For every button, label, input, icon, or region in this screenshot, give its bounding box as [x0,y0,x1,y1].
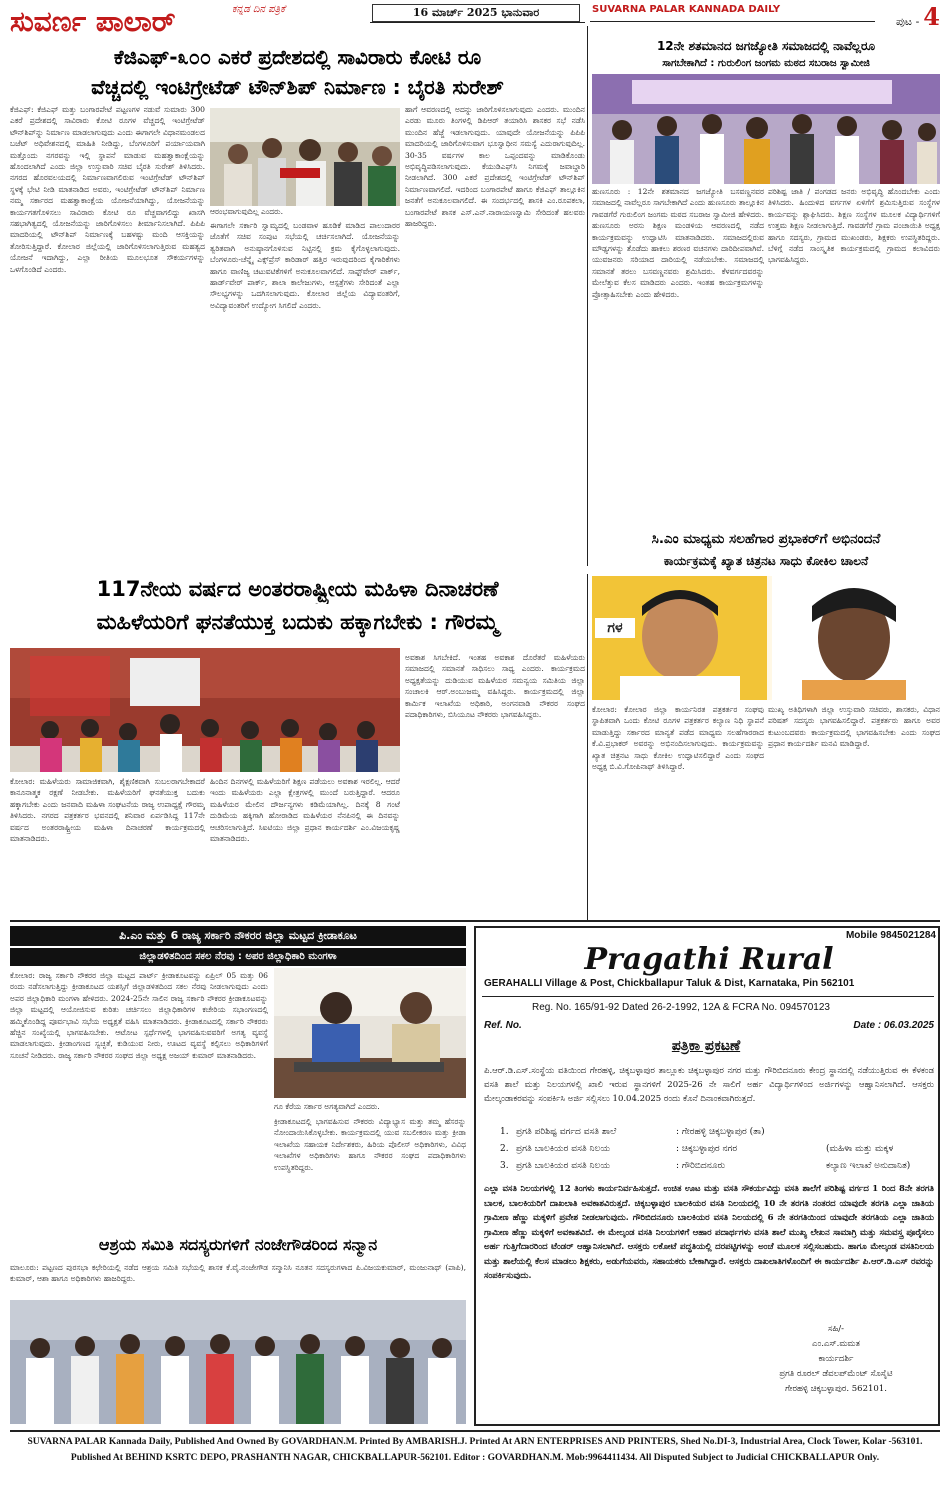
story3-column-2: ಮುಖ್ಯ ಅತಿಥಿಗಳಾಗಿ ಜಿಲ್ಲಾ ಉಸ್ತುವಾರಿ ಸಚಿವರು, ಶಾಸಕರು, ವಿಧಾನ ಪರಿಷತ್ ಸದಸ್ಯರು ಭಾಗವಹಿಸಲಿದ್ದಾರೆ. ಪತ್ರಕರ್ತರು ಹಾಗೂ ಅವರ ಕುಟುಂಬದವರು ಕಾರ್ಯಕ್ರಮದಲ್ಲಿ ಭಾಗವಹಿಸಬೇಕು ಎಂದು ಸಂಘದ ಪ್ರಧಾನ ಕಾರ್ಯದರ್ಶಿ ಮನವಿ ಮಾಡಿದ್ದಾರೆ. [768,705,940,749]
story5-column-2: ಕ್ರೀಡಾಕೂಟದಲ್ಲಿ ಭಾಗವಹಿಸುವ ನೌಕರರು ವಿದ್ಯಾಭ್ಯಾಸ ಮತ್ತು ತಮ್ಮ ಹೆಸರನ್ನು ನೋಂದಾಯಿಸಿಕೊಳ್ಳಬೇಕು. ಕಾರ್ಯಕ್ರಮದಲ್ಲಿ ಯುವ ಸಬಲೀಕರಣ ಮತ್ತು ಕ್ರೀಡಾ ಇಲಾಖೆಯ ಸಹಾಯಕ ನಿರ್ದೇಶಕರು, ಹಿರಿಯ ಪೊಲೀಸ್ ಅಧಿಕಾರಿಗಳು, ವಿವಿಧ ಇಲಾಖೆಗಳ ಅಧಿಕಾರಿಗಳು ಹಾಗೂ ನೌಕರರ ಸಂಘದ ಪದಾಧಿಕಾರಿಗಳು ಉಪಸ್ಥಿತರಿದ್ದರು. [274,1117,466,1172]
issue-date: 16 ಮಾರ್ಚ್ 2025 ಭಾನುವಾರ [372,4,580,22]
ad-item-place: : ಚಿಕ್ಕಬಳ್ಳಾಪುರ ನಗರ [676,1144,738,1154]
story6-photo-art [10,1300,466,1424]
story3-column-1: ಕೋಲಾರ: ಕೋಲಾರ ಜಿಲ್ಲಾ ಕಾರ್ಯನಿರತ ಪತ್ರಕರ್ತರ ಸಂಘವು ಸ್ಥಾಪಿತವಾಗಿ ಒಂದು ಕೋಟಿ ರೂಗಳ ಪತ್ರಕರ್ತರ ಕಲ್ಯಾಣ ನಿಧಿ ಸ್ಥಾಪನೆ ಮಾಡುತ್ತಿದ್ದು ಸರ್ಕಾರದ ಮಾನ್ಯತೆ ಪಡೆದ ಮಾಧ್ಯಮ ಸಲಹೆಗಾರರಾದ ಕೆ.ವಿ.ಪ್ರಭಾಕರ್ ಅವರನ್ನು ಅಭಿನಂದಿಸಲಾಗುವುದು. ಕಾರ್ಯಕ್ರಮವನ್ನು ಖ್ಯಾತ ಚಿತ್ರನಟ ಸಾಧು ಕೋಕಿಲ ಉದ್ಘಾಟಿಸಲಿದ್ದಾರೆ ಎಂದು ಸಂಘದ ಅಧ್ಯಕ್ಷ ಬಿ.ವಿ.ಗೋಪಿನಾಥ್ ತಿಳಿಸಿದ್ದಾರೆ. [592,705,764,772]
story5-headline-line1: ಪಿ.ಎಂ ಮತ್ತು 6 ರಾಜ್ಯ ಸರ್ಕಾರಿ ನೌಕರರ ಜಿಲ್ಲಾ ಮಟ್ಟದ ಕ್ರೀಡಾಕೂಟ [10,926,466,946]
story1-photo-art [210,108,400,206]
story2-headline: 12ನೇ ಶತಮಾನದ ಜಗಜ್ಯೋತಿ ಸಮಾಜದಲ್ಲಿ ನಾವೆಲ್ಲರೂ [656,39,876,53]
story1-column-1: ಕೆಜಿಎಫ್: ಕೆಜಿಎಫ್ ಮತ್ತು ಬಂಗಾರಪೇಟೆ ಪಟ್ಟಣಗಳ ನಡುವೆ ಸುಮಾರು 300 ಎಕರೆ ಪ್ರದೇಶದಲ್ಲಿ ಸಾವಿರಾರು ಕೋಟಿ ರೂಗಳ ವೆಚ್ಚದಲ್ಲಿ ಇಂಟಿಗ್ರೇಟೆಡ್ ಟೌನ್‌ಶಿಪ್‌ನ್ನು ನಿರ್ಮಾಣ ಮಾಡಲಾಗುವುದು ಎಂದು ಈಗಾಗಲೇ ವಿಧಾನಮಂಡಲದ ಬಜೆಟ್ ಅಧಿವೇಶನದಲ್ಲಿ ಮಾಹಿತಿ ನೀಡಿದ್ದು, ಬೆಂಗಳೂರಿಗೆ ಪರ್ಯಾಯವಾಗಿ ಮತ್ತೊಂದು ನಗರವನ್ನು ಇಲ್ಲಿ ಸ್ಥಾಪನೆ ಮಾಡುವ ಮಹತ್ವಾಕಾಂಕ್ಷೆಯನ್ನು ಹೊಂದಲಾಗಿದೆ ಎಂದು ಜಿಲ್ಲಾ ಉಸ್ತುವಾರಿ ಸಚಿವ ಬೈರತಿ ಸುರೇಶ್ ತಿಳಿಸಿದರು. ನಗರದ ಹೊರವಲಯದಲ್ಲಿ ನಿರ್ಮಾಣವಾಗಲಿರುವ ಇಂಟಿಗ್ರೇಟೆಡ್ ಟೌನ್‌ಶಿಪ್ ಸ್ಥಳಕ್ಕೆ ಭೇಟಿ ನೀಡಿ ಮಾತನಾಡಿದ ಅವರು, ಇಂಟಿಗ್ರೇಟೆಡ್ ಟೌನ್‌ಶಿಪ್ ನಿರ್ಮಾಣ ನಮ್ಮ ಸರ್ಕಾರದ ಮಹತ್ವಾಕಾಂಕ್ಷೆಯ ಯೋಜನೆಯಾಗಿದ್ದು, ಯೋಜನೆಯನ್ನು ಕಾರ್ಯಗತಗೊಳಿಸಲು ಸಾವಿರಾರು ಕೋಟಿ ರೂ ವೆಚ್ಚವಾಗಲಿದ್ದು ಖಾಸಗಿ ಸಹಭಾಗಿತ್ವದಲ್ಲಿ ಯೋಜನೆಯನ್ನು ಜಾರಿಗೊಳಿಸಲು ತೀರ್ಮಾನಿಸಲಾಗಿದೆ. ಪಿಪಿಪಿ ಮಾದರಿಯಲ್ಲಿ ಟೌನ್‌ಶಿಪ್ ನಿರ್ಮಾಣಕ್ಕೆ ಬಹಳಷ್ಟು ಮಂದಿ ಆಸಕ್ತಿಯನ್ನು ತೋರಿಸುತ್ತಿದ್ದಾರೆ. ಕೋಲಾರ ಜಿಲ್ಲೆಯಲ್ಲಿ ಜಾರಿಗೊಳಿಸಲಾಗುತ್ತಿರುವ ಮಹತ್ವದ ಯೋಜನೆ ಇದಾಗಿದ್ದು, ಎಲ್ಲಾ ರೀತಿಯ ಮೂಲಭೂತ ಸೌಕರ್ಯಗಳನ್ನು ಒಳಗೊಂಡಿದೆ ಎಂದರು. [10,105,205,274]
story3-subhead: ಕಾರ್ಯಕ್ರಮಕ್ಕೆ ಖ್ಯಾತ ಚಿತ್ರನಟ ಸಾಧು ಕೋಕಿಲ ಚಾಲನೆ [663,554,869,568]
ad-details: ಎಲ್ಲಾ ವಸತಿ ನಿಲಯಗಳಲ್ಲಿ 12 ತಿಂಗಳು ಕಾರ್ಯನಿರ್ವಹಿಸುತ್ತದೆ. ಉಚಿತ ಊಟ ಮತ್ತು ವಸತಿ ಸೌಕರ್ಯವಿದ್ದು ವಸತಿ ಶಾಲೆಗೆ ಪರಿಶಿಷ್ಟ ವರ್ಗದ 1 ರಿಂದ 8ನೇ ತರಗತಿ ಬಾಲಕ, ಬಾಲಕಿಯರಿಗೆ ದಾಖಲಾತಿ ಅವಕಾಶವಿರುತ್ತದೆ. ಚಿಕ್ಕಬಳ್ಳಾಪುರ ಬಾಲಕಿಯರ ವಸತಿ ನಿಲಯದಲ್ಲಿ 10 ನೇ ತರಗತಿ ನಂತರದ ಯಾವುದೇ ತರಗತಿ ಎಲ್ಲಾ ಜಾತಿಯ ಗ್ರಾಮೀಣ ಹೆಣ್ಣು ಮಕ್ಕಳಿಗೆ ಪ್ರವೇಶ ನೀಡಲಾಗುವುದು. ಗೌರಿಬಿದನೂರು ಬಾಲಕಿಯರ ವಸತಿ ನಿಲಯದಲ್ಲಿ 6 ನೇ ತರಗತಿಯಿಂದ ಯಾವುದೇ ತರಗತಿಯ ಎಲ್ಲಾ ಜಾತಿಯ ಗ್ರಾಮೀಣ ಹೆಣ್ಣು ಮಕ್ಕಳಿಗೆ ಅವಕಾಶವಿದೆ. ಈ ಮೇಲ್ಕಂಡ ವಸತಿ ನಿಲಯಗಳಿಗೆ ಆಹಾರ ಪದಾರ್ಥಗಳು ವಸತಿ ಶಾಲೆ ಮುಖ್ಯ ಲೇಖನ ಸಾಮಾಗ್ರಿ ಮತ್ತು ಸಮವಸ್ತ್ರ ಪೂರೈಸಲು ಅರ್ಹ ಗುತ್ತಿಗೆದಾರರಿಂದ ಟೆಂಡರ್ ಆಹ್ವಾನಿಸಲಾಗಿದೆ. ಆಸಕ್ತರು ಲಕೋಟೆ ಪದ್ಧತಿಯಲ್ಲಿ ದರಪಟ್ಟಿಗಳನ್ನು ಅಂಚೆ ಮೂಲಕ ಸಲ್ಲಿಸಬಹುದು. ಹಾಗೂ ಮೇಲ್ಕಂಡ ವಸತಿನಿಲಯ ಮತ್ತು ಶಾಲೆಯಲ್ಲಿ ಕೆಲಸ ಮಾಡಲು ಶಿಕ್ಷಕರು, ಅಡುಗೆಯವರು, ಸಹಾಯಕರು ಬೇಕಾಗಿದ್ದಾರೆ. ಆಸಕ್ತರು ದಾಖಲಾತಿಗಳೊಂದಿಗೆ ಈ ಕಾರ್ಯದರ್ಶಿ ಪಿ.ಆರ್.ಡಿ.ಎಸ್ ರವರನ್ನು ಸಂಪರ್ಕಿಸುವುದು. [484,1184,934,1281]
story4-headline-line1: 117ನೇಯ ವರ್ಷದ ಅಂತರರಾಷ್ಟ್ರೀಯ ಮಹಿಳಾ ದಿನಾಚರಣೆ [96,577,499,601]
story2-photo [592,74,940,184]
story4-column-3: ಅವಕಾಶ ಸಿಗಬೇಕಿದೆ. ಇಂತಹ ಅವಕಾಶ ದೊರೆತರೆ ಮಹಿಳೆಯರು ಸಮಾಜದಲ್ಲಿ ಸಮಾನತೆ ಸಾಧಿಸಲು ಸಾಧ್ಯ ಎಂದರು. ಕಾರ್ಯಕ್ರಮದ ಅಧ್ಯಕ್ಷತೆಯನ್ನು ದುಡಿಯುವ ಮಹಿಳೆಯರ ಸಮನ್ವಯ ಸಮಿತಿಯ ಜಿಲ್ಲಾ ಸಂಚಾಲಕಿ ಆರ್.ಅಂಬುಜಮ್ಮ ವಹಿಸಿದ್ದರು. ಕಾರ್ಯಕ್ರಮದಲ್ಲಿ ಜಿಲ್ಲಾ ಕಾರ್ಮಿಕ ಇಲಾಖೆಯ ಅಧಿಕಾರಿ, ಅಂಗನವಾಡಿ ನೌಕರರ ಸಂಘದ ಪದಾಧಿಕಾರಿಗಳು, ಬಿಸಿಯೂಟ ನೌಕರರು ಭಾಗವಹಿಸಿದ್ದರು. [405,653,585,720]
story5-photo [274,968,466,1098]
ad-mobile: Mobile 9845021284 [845,930,936,941]
ad-intro: ಪಿ.ಆರ್.ಡಿ.ಎಸ್.ಸಂಸ್ಥೆಯ ವತಿಯಿಂದ ಗೇರಹಳ್ಳಿ, ಚಿಕ್ಕಬಳ್ಳಾಪುರ ತಾಲ್ಲೂಕು ಚಿಕ್ಕಬಳ್ಳಾಪುರ ನಗರ ಮತ್ತು ಗೌರಿಬಿದನೂರು ಕೇಂದ್ರ ಸ್ಥಾನದಲ್ಲಿ ನಡೆಯುತ್ತಿರುವ ಈ ಕೆಳಕಂಡ ವಸತಿ ಶಾಲೆ ಮತ್ತು ನಿಲಯಗಳಲ್ಲಿ ಖಾಲಿ ಇರುವ ಸ್ಥಾನಗಳಿಗೆ 2025-26 ನೇ ಸಾಲಿಗೆ ಅರ್ಹ ವಿದ್ಯಾರ್ಥಿಗಳಿಂದ ಅರ್ಜಿಗಳನ್ನು ಆಹ್ವಾನಿಸಲಾಗಿದೆ. ಆಸಕ್ತರು ಮೇಲ್ಕಂಡಾಕರವನ್ನು ಸಂಪರ್ಕಿಸಿ ಅರ್ಜಿ ಸಲ್ಲಿಸಲು 10.04.2025 ರಂದು ಕೊನೆ ದಿನಾಂಕವಾಗಿರುತ್ತದೆ. [484,1066,934,1104]
ad-org-name: Pragathi Rural [584,942,834,977]
paper-english-name: SUVARNA PALAR KANNADA DAILY [592,4,781,15]
ad-item-name: ಪ್ರಗತಿ ಬಾಲಕಿಯರ ವಸತಿ ನಿಲಯ [516,1144,610,1154]
story5-photo-art [274,968,466,1098]
story3-photo [592,576,940,700]
story5-column-1: ಕೋಲಾರ: ರಾಜ್ಯ ಸರ್ಕಾರಿ ನೌಕರರ ಜಿಲ್ಲಾ ಮಟ್ಟದ ಪಾರ್ಟ್ ಕ್ರೀಡಾಕೂಟವನ್ನು ಏಪ್ರಿಲ್ 05 ಮತ್ತು 06 ರಂದು ನಡೆಸಲಾಗುತ್ತಿದ್ದು ಕ್ರೀಡಾಕೂಟದ ಯಶಸ್ಸಿಗೆ ಜಿಲ್ಲಾಡಳಿತದಿಂದ ಸಕಲ ನೆರವು ನೀಡಲಾಗುವುದು ಎಂದು ಅಪರ ಜಿಲ್ಲಾಧಿಕಾರಿ ಮಂಗಳಾ ಹೇಳಿದರು. 2024-25ನೇ ಸಾಲಿನ ರಾಜ್ಯ ಸರ್ಕಾರಿ ನೌಕರರ ಕ್ರೀಡಾಕೂಟವನ್ನು ಜಿಲ್ಲಾ ಮಟ್ಟದಲ್ಲಿ ಆಯೋಜಿಸುವ ಕುರಿತು ಚರ್ಚಿಸಲು ಜಿಲ್ಲಾಧಿಕಾರಿಗಳ ಕಚೇರಿಯ ಸಭಾಂಗಣದಲ್ಲಿ ಹಮ್ಮಿಕೊಂಡಿದ್ದ ಪೂರ್ವಭಾವಿ ಸಭೆಯ ಅಧ್ಯಕ್ಷತೆ ವಹಿಸಿ ಮಾತನಾಡಿದರು. ಕ್ರೀಡಾಕೂಟದಲ್ಲಿ ಸರ್ಕಾರಿ ನೌಕರರು ಹೆಚ್ಚಿನ ಸಂಖ್ಯೆಯಲ್ಲಿ ಭಾಗವಹಿಸಬೇಕು. ಆಟೋಟ ಸ್ಪರ್ಧೆಗಳಲ್ಲಿ ಭಾಗವಹಿಸುವವರಿಗೆ ಅಗತ್ಯ ವ್ಯವಸ್ಥೆ ಮಾಡಲಾಗುವುದು. ಕ್ರೀಡಾಂಗಣದ ಸ್ವಚ್ಛತೆ, ಕುಡಿಯುವ ನೀರು, ಊಟದ ವ್ಯವಸ್ಥೆ ಕಲ್ಪಿಸಲು ಅಧಿಕಾರಿಗಳಿಗೆ ಸೂಚನೆ ನೀಡಿದರು. ರಾಜ್ಯ ಸರ್ಕಾರಿ ನೌಕರರ ಸಂಘದ ಜಿಲ್ಲಾ ಅಧ್ಯಕ್ಷ ಅಜಯ್ ಕುಮಾರ್ ಮಾತನಾಡಿದರು. [10,971,268,1060]
footer-line-2: Published At BEHIND KSRTC DEPO, PRASHANTH NAGAR, CHICKBALLAPUR-562101. Editor : GOVARDHAN.M. Mob:9964411434. All Disputed Subject to Judicial CHICKBALLAPUR Only. [70,1453,880,1463]
ad-item-num: 2. [500,1144,509,1154]
story1-photo [210,108,400,206]
story3-headline: ಸಿ.ಎಂ ಮಾಧ್ಯಮ ಸಲಹೆಗಾರ ಪ್ರಭಾಕರ್‌ಗೆ ಅಭಿನಂದನೆ [651,531,881,547]
ad-list-item [500,1141,930,1157]
story1-headline-line2: ವೆಚ್ಚದಲ್ಲಿ ಇಂಟಿಗ್ರೇಟೆಡ್ ಟೌನ್‌ಶಿಪ್ ನಿರ್ಮಾಣ : ಬೈರತಿ ಸುರೇಶ್ [91,75,504,99]
footer-line-1: SUVARNA PALAR Kannada Daily, Published And Owned By GOVARDHAN.M. Printed By AMBARISH.J. Printed At ARN ENTERPRISES AND PRINTERS, Shed No.DI-3, Industrial Area, Clock Tower, Kolar -563101. [27,1437,923,1447]
column-divider-top [587,26,588,566]
ad-item-num: 3. [500,1161,509,1171]
story5-photo-caption: ಗೂ ಕೆರೆಯ ಸರ್ಕಾರ ಅಗತ್ಯವಾಗಿದೆ ಎಂದರು. [274,1102,380,1111]
story2-photo-art [592,74,940,184]
ad-sign-address: ಗೇರಹಳ್ಳಿ ಚಿಕ್ಕಬಳ್ಳಾಪುರ. 562101. [785,1384,887,1394]
pragathi-advertisement [474,926,940,1426]
footer-divider [10,1430,940,1432]
ad-registration: Reg. No. 165/91-92 Dated 26-2-1992, 12A & FCRA No. 094570123 [532,1002,830,1013]
masthead-tagline: ಕನ್ನಡ ದಿನ ಪತ್ರಿಕೆ [232,4,286,15]
ad-signature-block [736,1322,936,1422]
ad-list-item [500,1124,930,1140]
horizontal-divider [10,920,940,922]
ad-sign-line: ಸಹಿ/- [827,1324,845,1334]
story4-photo-art [10,648,400,772]
masthead-underline [370,22,585,23]
ad-item-num: 1. [500,1127,509,1137]
ad-date: Date : 06.03.2025 [853,1020,934,1031]
column-divider-mid [587,574,588,920]
ad-item-note: (ಮಹಿಳಾ ಮತ್ತು ಮಕ್ಕಳ [826,1144,894,1154]
story3-photo-art [592,576,940,700]
ad-divider-1 [482,996,934,997]
ad-item-name: ಪ್ರಗತಿ ಪರಿಶಿಷ್ಟ ವರ್ಗದ ವಸತಿ ಶಾಲೆ [516,1127,617,1137]
story5-headline-line2: ಜಿಲ್ಲಾಡಳಿತದಿಂದ ಸಕಲ ನೆರವು : ಅಪರ ಜಿಲ್ಲಾಧಿಕಾರಿ ಮಂಗಳಾ [10,948,466,966]
ad-item-place: : ಗೇರಹಳ್ಳಿ ಚಿಕ್ಕಬಳ್ಳಾಪುರ (ತಾ) [676,1127,765,1137]
story2-column-2: ಪರಿಶಿಷ್ಟ ಜಾತಿ / ಪಂಗಡದ ಜನರು ಅಭಿವೃದ್ಧಿ ಹೊಂದಬೇಕು ಎಂದು ತಿಳಿಸಿದರು. ಹಿಂದುಳಿದ ವರ್ಗಗಳ ಏಳಿಗೆಗೆ ಶ್ರಮಿಸುತ್ತಿರುವ ಸಂಸ್ಥೆಗಳ ಕಾರ್ಯವನ್ನು ಶ್ಲಾಘಿಸಿದರು. ಶಿಕ್ಷಣ ಸಂಸ್ಥೆಗಳ ಮೂಲಕ ವಿದ್ಯಾರ್ಥಿಗಳಿಗೆ ಉತ್ತಮ ಶಿಕ್ಷಣ ನೀಡಲಾಗುತ್ತಿದೆ. ಗಾವಡಗೆರೆ ಗ್ರಾಮ ಪಂಚಾಯಿತಿ ಅಧ್ಯಕ್ಷ ಹಾಗೂ ಸದಸ್ಯರು, ಗ್ರಾಮದ ಮುಖಂಡರು, ಶಿಕ್ಷಕರು ಉಪಸ್ಥಿತರಿದ್ದರು. ಬೆಳಿಗ್ಗೆ ನಡೆದ ಸಾಂಸ್ಕೃತಿಕ ಕಾರ್ಯಕ್ರಮದಲ್ಲಿ ಗ್ರಾಮದ ಕಲಾವಿದರು ಭಾಗವಹಿಸಿದ್ದರು. [768,187,940,265]
masthead-title: ಸುವರ್ಣ ಪಾಲಾರ್ [10,5,176,38]
ad-item-place: : ಗೌರಿಬಿದನೂರು [676,1161,726,1171]
story1-headline-line1: ಕೆಜಿಎಫ್-೩೦೦ ಎಕರೆ ಪ್ರದೇಶದಲ್ಲಿ ಸಾವಿರಾರು ಕೋಟಿ ರೂ [113,45,482,69]
ad-address: GERAHALLI Village & Post, Chickballapur Taluk & Dist, Karnataka, Pin 562101 [484,978,855,989]
story2-subhead: ಸಾಗಬೇಕಾಗಿದೆ : ಗುರುಲಿಂಗ ಜಂಗಮ ಮಠದ ಸಬರಾಜ ಸ್ವಾಮೀಜಿ [662,58,870,69]
story1-photo-caption: ಆರಂಭವಾಗುವುದಿಲ್ಲ ಎಂದರು. [210,207,283,216]
story2-column-1: ಹುಣಸೂರು : 12ನೇ ಶತಮಾನದ ಜಗಜ್ಯೋತಿ ಬಸವಣ್ಣನವರ ಸಮಾಜದಲ್ಲಿ ನಾವೆಲ್ಲರೂ ಸಾಗಬೇಕಾಗಿದೆ ಎಂದು ಹುಣಸೂರು ತಾಲ್ಲೂಕಿನ ಗಾವಡಗೆರೆ ಗುರುಲಿಂಗ ಜಂಗಮ ಮಠದ ಸಬರಾಜ ಸ್ವಾಮೀಜಿ ಹೇಳಿದರು. ಹುಣಸೂರು ಅರಸು ಶಿಕ್ಷಣ ಮಂಡಳಿಯ ಆವರಣದಲ್ಲಿ ನಡೆದ ಕಾರ್ಯಕ್ರಮವನ್ನು ಉದ್ಘಾಟಿಸಿ ಮಾತನಾಡಿದರು. ಸಮಾಜದಲ್ಲಿರುವ ಮೌಢ್ಯಗಳನ್ನು ತೊಡೆದು ಹಾಕಲು ಶರಣರ ವಚನಗಳು ದಾರಿದೀಪವಾಗಿವೆ. ಯುವಜನರು ಸರಿಯಾದ ದಾರಿಯಲ್ಲಿ ನಡೆಯಬೇಕು. ಸಮಾಜದಲ್ಲಿ ಸಮಾನತೆ ತರಲು ಬಸವಣ್ಣನವರು ಶ್ರಮಿಸಿದರು. ಕೆಳವರ್ಗದವರನ್ನು ಮೇಲೆತ್ತುವ ಕೆಲಸ ಮಾಡಿದರು ಎಂದರು. ಇಂತಹ ಕಾರ್ಯಕ್ರಮಗಳನ್ನು ಪ್ರೋತ್ಸಾಹಿಸಬೇಕು ಎಂದು ಹೇಳಿದರು. [592,187,764,299]
story1-column-3: ಹಾಗೆ ಆವರಣದಲ್ಲಿ ಅದನ್ನು ಜಾರಿಗೊಳಿಸಲಾಗುವುದು ಎಂದರು. ಮುಂದಿನ ಎರಡು ಮೂರು ತಿಂಗಳಲ್ಲಿ ಡಿಪಿಆರ್ ತಯಾರಿಸಿ ಶಾಸಕರ ಸಭೆ ನಡೆಸಿ ಮುಂದಿನ ಹೆಜ್ಜೆ ಇಡಲಾಗುವುದು. ಯಾವುದೇ ಯೋಜನೆಯನ್ನು ಪಿಪಿಪಿ ಮಾದರಿಯಲ್ಲಿ ಜಾರಿಗೊಳಿಸುವಾಗ ಭೂಸ್ವಾಧೀನ ಸಮಸ್ಯೆ ಎದುರಾಗುವುದಿಲ್ಲ. 30-35 ವರ್ಷಗಳ ಕಾಲ ಒಪ್ಪಂದವನ್ನು ಮಾಡಿಕೊಂಡು ಅಭಿವೃದ್ಧಿಪಡಿಸಲಾಗುವುದು. ಕೆಯುಡಿಎಫ್‌ಸಿ ನಿಗಮಕ್ಕೆ ಜವಾಬ್ದಾರಿ ನೀಡಲಾಗಿದೆ. 300 ಎಕರೆ ಪ್ರದೇಶದಲ್ಲಿ ಇಂಟಿಗ್ರೇಟೆಡ್ ಟೌನ್‌ಶಿಪ್ ನಿರ್ಮಾಣವಾಗಲಿದೆ. ಇದರಿಂದ ಬಂಗಾರಪೇಟೆ ಹಾಗೂ ಕೆಜಿಎಫ್ ತಾಲ್ಲೂಕಿನ ಜನತೆಗೆ ಅನುಕೂಲವಾಗಲಿದೆ. ಈ ಸಂದರ್ಭದಲ್ಲಿ ಶಾಸಕಿ ಎಂ.ರೂಪಕಲಾ, ಬಂಗಾರಪೇಟೆ ಶಾಸಕ ಎಸ್.ಎನ್.ನಾರಾಯಣಸ್ವಾಮಿ ಸೇರಿದಂತೆ ಹಲವರು ಹಾಜರಿದ್ದರು. [405,105,585,229]
ad-list-item [500,1158,930,1174]
page-number-box [880,2,940,32]
ad-sign-org: ಪ್ರಗತಿ ರೂರಲ್ ಡೆವಲಪ್‌ಮೆಂಟ್ ಸೊಸೈಟಿ [779,1369,893,1379]
story1-column-2: ಈಗಾಗಲೇ ಸರ್ಕಾರಿ ಸ್ವಾಮ್ಯದಲ್ಲಿ ಬಂಡವಾಳ ಹೂಡಿಕೆ ಮಾಡಿದ ಪಾಲುದಾರರ ಜೊತೆಗೆ ಸಚಿವ ಸಂಪುಟ ಸಭೆಯಲ್ಲಿ ಚರ್ಚಿಸಲಾಗಿದೆ. ಯೋಜನೆಯನ್ನು ತ್ವರಿತವಾಗಿ ಅನುಷ್ಠಾನಗೊಳಿಸುವ ನಿಟ್ಟಿನಲ್ಲಿ ಕ್ರಮ ಕೈಗೊಳ್ಳಲಾಗುವುದು. ಬೆಂಗಳೂರು-ಚೆನ್ನೈ ಎಕ್ಸ್‌ಪ್ರೆಸ್ ಕಾರಿಡಾರ್ ಹತ್ತಿರ ಇರುವುದರಿಂದ ಕೈಗಾರಿಕೆಗಳು ಹಾಗೂ ವಾಣಿಜ್ಯ ಚಟುವಟಿಕೆಗಳಿಗೆ ಅನುಕೂಲವಾಗಲಿದೆ. ಸಾಫ್ಟ್‌ವೇರ್ ಪಾರ್ಕ್, ಹಾರ್ಡ್‌ವೇರ್ ಪಾರ್ಕ್, ಶಾಲಾ ಕಾಲೇಜುಗಳು, ಆಸ್ಪತ್ರೆಗಳು ಸೇರಿದಂತೆ ಎಲ್ಲಾ ಸೌಲಭ್ಯಗಳನ್ನು ಒದಗಿಸಲಾಗುವುದು. ಕೋಲಾರ ಜಿಲ್ಲೆಯ ವಿದ್ಯಾವಂತರಿಗೆ, ಅವಿದ್ಯಾವಂತರಿಗೆ ಉದ್ಯೋಗ ಸಿಗಲಿದೆ ಎಂದರು. [210,221,400,310]
ad-ref-no: Ref. No. [484,1020,522,1031]
ad-notice-title: ಪತ್ರಿಕಾ ಪ್ರಕಟಣೆ [671,1038,741,1054]
page-number: 4 [923,2,940,31]
page-label: ಪುಟ - [895,15,920,28]
ad-sign-name: ಎಂ.ಎಸ್.ಮಮತ [811,1339,861,1349]
story4-photo [10,648,400,772]
story4-column-1: ಕೋಲಾರ: ಮಹಿಳೆಯರು ಸಾಮಾಜಿಕವಾಗಿ, ಶೈಕ್ಷಣಿಕವಾಗಿ ಸುಬಲರಾಗಬೇಕಾದರೆ ಕಾನೂನಾತ್ಮಕ ರಕ್ಷಣೆ ನೀಡಬೇಕು. ಮಹಿಳೆಯರಿಗೆ ಘನತೆಯುಕ್ತ ಬದುಕು ಹಕ್ಕಾಗಬೇಕು ಎಂದು ಜನವಾದಿ ಮಹಿಳಾ ಸಂಘಟನೆಯ ರಾಜ್ಯ ಉಪಾಧ್ಯಕ್ಷೆ ಗೌರಮ್ಮ ತಿಳಿಸಿದರು. ನಗರದ ಪತ್ರಕರ್ತರ ಭವನದಲ್ಲಿ ಶನಿವಾರ ಏರ್ಪಡಿಸಿದ್ದ 117ನೇ ವರ್ಷದ ಅಂತರರಾಷ್ಟ್ರೀಯ ಮಹಿಳಾ ದಿನಾಚರಣೆ ಕಾರ್ಯಕ್ರಮದಲ್ಲಿ ಮಾತನಾಡಿದರು. [10,777,205,844]
story6-headline: ಆಶ್ರಯ ಸಮಿತಿ ಸದಸ್ಯರುಗಳಿಗೆ ನಂಜೇಗೌಡರಿಂದ ಸನ್ಮಾನ [98,1235,378,1254]
story3-photo-badge: ಗಳ [595,618,635,638]
story6-photo [10,1300,466,1424]
story4-column-2: ಹಿಂದಿನ ದಿನಗಳಲ್ಲಿ ಮಹಿಳೆಯರಿಗೆ ಶಿಕ್ಷಣ ಪಡೆಯಲು ಅವಕಾಶ ಇರಲಿಲ್ಲ. ಆದರೆ ಇಂದು ಮಹಿಳೆಯರು ಎಲ್ಲಾ ಕ್ಷೇತ್ರಗಳಲ್ಲಿ ಮುಂದೆ ಬರುತ್ತಿದ್ದಾರೆ. ಆದರೂ ಮಹಿಳೆಯರ ಮೇಲಿನ ದೌರ್ಜನ್ಯಗಳು ಕಡಿಮೆಯಾಗಿಲ್ಲ. ದಿನಕ್ಕೆ 8 ಗಂಟೆ ದುಡಿಮೆಯ ಹಕ್ಕಿಗಾಗಿ ಹೋರಾಡಿದ ಮಹಿಳೆಯರ ನೆನಪಿನಲ್ಲಿ ಈ ದಿನವನ್ನು ಆಚರಿಸಲಾಗುತ್ತಿದೆ. ಸಿಐಟಿಯು ಜಿಲ್ಲಾ ಪ್ರಧಾನ ಕಾರ್ಯದರ್ಶಿ ಎಂ.ವಿಜಯಕೃಷ್ಣ ಮಾತನಾಡಿದರು. [210,777,400,844]
masthead-right-underline [590,21,875,22]
ad-item-name: ಪ್ರಗತಿ ಬಾಲಕಿಯರ ವಸತಿ ನಿಲಯ [516,1161,610,1171]
story4-headline-line2: ಮಹಿಳೆಯರಿಗೆ ಘನತೆಯುಕ್ತ ಬದುಕು ಹಕ್ಕಾಗಬೇಕು : ಗೌರಮ್ಮ [96,610,499,634]
story6-column-1: ಮಾಲೂರು: ಪಟ್ಟಣದ ಪುರಸಭಾ ಕಛೇರಿಯಲ್ಲಿ ನಡೆದ ಆಶ್ರಯ ಸಮಿತಿ ಸಭೆಯಲ್ಲಿ ಶಾಸಕ ಕೆ.ವೈ.ನಂಜೇಗೌಡ ಸನ್ಮಾನಿಸಿ ನೂತನ ಸದಸ್ಯರುಗಳಾದ ಪಿ.ವಿಜಯಕುಮಾರ್, ಮಂಜುನಾಥ್ (ಪಾಪಿ), ಕುಮಾರ್, ಆಶಾ ಹಾಗೂ ಅಧಿಕಾರಿಗಳು ಹಾಜರಿದ್ದರು. [10,1263,466,1284]
ad-sign-title: ಕಾರ್ಯದರ್ಶಿ [818,1354,854,1364]
ad-item-note: ಕಲ್ಯಾಣ ಇಲಾಖೆ ಅನುದಾನಿತ) [826,1161,911,1171]
